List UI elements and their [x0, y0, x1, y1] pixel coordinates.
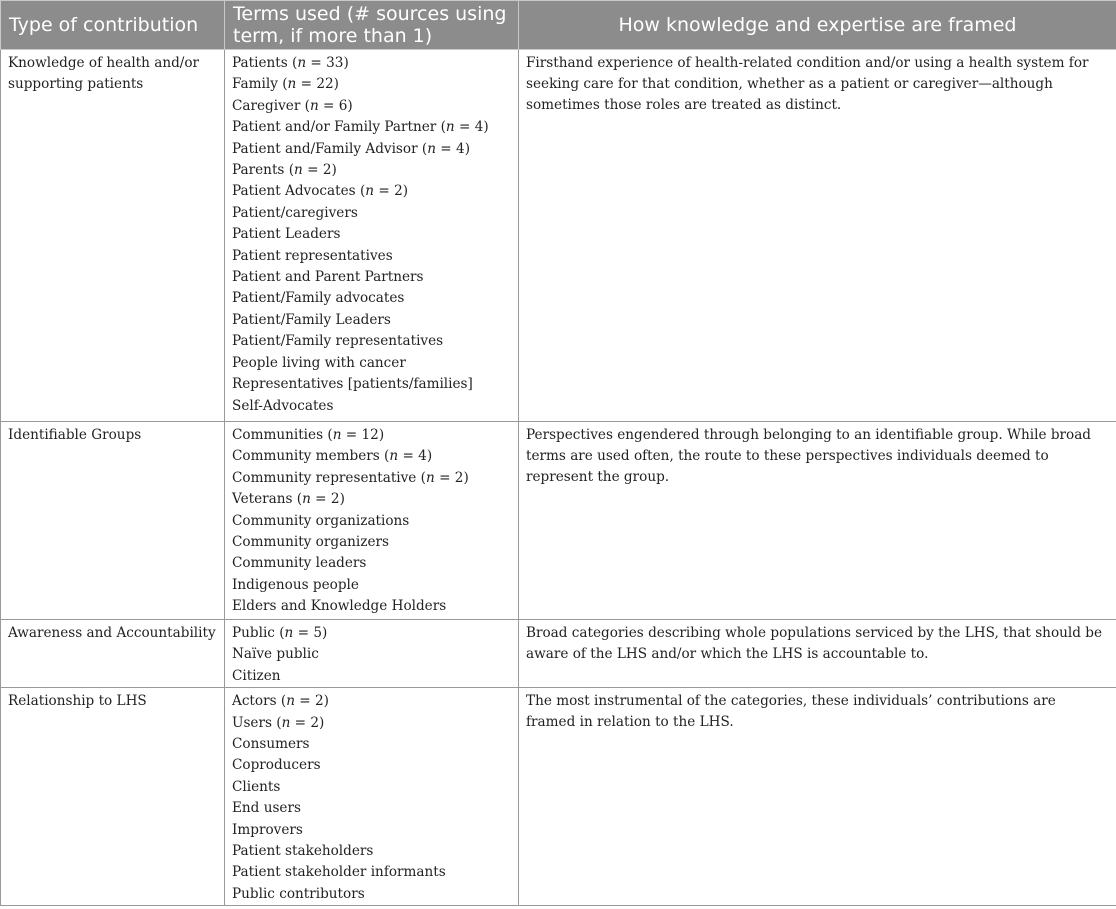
term-item — [232, 331, 511, 352]
term-count: 2 — [454, 469, 464, 486]
term-count: 2 — [330, 491, 340, 508]
term-label: Public — [232, 625, 275, 641]
term-item: Communities (n = 12) — [232, 427, 385, 443]
term-label: Patient Advocates — [232, 183, 356, 200]
term-item — [232, 246, 511, 267]
term-item — [232, 644, 511, 665]
contribution-type-cell: Knowledge of health and/or supporting patients — [1, 50, 225, 422]
term-item: Community members (n = 4) — [232, 448, 433, 465]
term-count: 4 — [474, 119, 484, 136]
term-label: End users — [232, 800, 301, 817]
term-item: Users (n = 2) — [232, 714, 325, 731]
term-item — [232, 862, 511, 883]
term-item — [232, 532, 511, 553]
term-item: Public (n = 5) — [232, 625, 328, 641]
term-label: Improvers — [232, 821, 303, 838]
term-count: 4 — [456, 140, 465, 157]
term-label: Patient/caregivers — [232, 204, 358, 221]
table-row — [1, 620, 1116, 688]
header-knowledge-framing: How knowledge and expertise are framed — [519, 1, 1116, 50]
term-label: Patient/Family representatives — [232, 333, 444, 350]
term-count: 5 — [313, 625, 323, 641]
term-label: Caregiver — [232, 97, 301, 114]
term-label: Patient representatives — [232, 247, 393, 264]
term-item: Patient Advocates (n = 2) — [232, 183, 409, 200]
term-label: Clients — [232, 778, 281, 795]
term-item — [232, 666, 511, 687]
term-label: Actors — [232, 693, 277, 710]
table-row — [1, 422, 1116, 620]
term-label: Patient Leaders — [232, 226, 341, 243]
term-count: 2 — [322, 162, 332, 179]
term-item — [232, 841, 511, 862]
term-label: People living with cancer — [232, 354, 406, 371]
term-item — [232, 267, 511, 288]
term-count: 2 — [315, 693, 324, 710]
term-item — [232, 396, 511, 417]
contribution-type-cell: Relationship to LHS — [1, 688, 225, 906]
term-label: Parents — [232, 162, 285, 179]
term-item — [232, 596, 511, 617]
term-label: Communities — [232, 427, 324, 443]
term-item — [232, 553, 511, 574]
term-label: Patient stakeholders — [232, 843, 374, 860]
term-label: Users — [232, 714, 272, 731]
term-count: 33 — [326, 55, 344, 71]
term-count: 2 — [394, 183, 403, 200]
term-item — [232, 777, 511, 798]
term-item — [232, 575, 511, 596]
term-item — [232, 511, 511, 532]
terms-cell — [225, 422, 519, 620]
term-item — [232, 203, 511, 224]
term-item: Patient and/or Family Partner (n = 4) — [232, 119, 489, 136]
term-item — [232, 798, 511, 819]
term-label: Community organizations — [232, 512, 410, 529]
term-label: Patient/Family Leaders — [232, 311, 391, 328]
term-label: Self-Advocates — [232, 397, 334, 414]
term-label: Patient/Family advocates — [232, 290, 405, 307]
term-label: Community leaders — [232, 555, 367, 572]
term-item — [232, 734, 511, 755]
term-item: Veterans (n = 2) — [232, 491, 345, 508]
framing-description-cell: The most instrumental of the categories, these individuals’ contributions are framed in relation to the LHS. — [519, 688, 1116, 906]
term-count: 6 — [338, 97, 348, 114]
term-label: Family — [232, 76, 278, 93]
term-item — [232, 224, 511, 245]
term-label: Patient and/or Family Partner — [232, 119, 437, 136]
term-count: 4 — [418, 448, 427, 465]
term-item: Caregiver (n = 6) — [232, 97, 353, 114]
term-count: 22 — [316, 76, 334, 93]
term-label: Patients — [232, 55, 288, 71]
term-item — [232, 755, 511, 776]
contribution-type-cell: Awareness and Accountability — [1, 620, 225, 688]
terms-cell — [225, 688, 519, 906]
term-label: Patient and/Family Advisor — [232, 140, 418, 157]
terms-cell — [225, 50, 519, 422]
term-item: Actors (n = 2) — [232, 693, 329, 710]
term-item: Parents (n = 2) — [232, 162, 337, 179]
term-item: Community representative (n = 2) — [232, 469, 469, 486]
framing-description-cell: Firsthand experience of health-related condition and/or using a health system for seeking care for that condition, whether as a patient or caregiver—although sometimes those roles are treated as distinct. — [519, 50, 1116, 422]
term-label: Elders and Knowledge Holders — [232, 598, 447, 615]
term-item — [232, 353, 511, 374]
term-item: Patient and/Family Advisor (n = 4) — [232, 140, 470, 157]
term-label: Indigenous people — [232, 576, 359, 593]
term-item — [232, 374, 511, 395]
term-item — [232, 884, 511, 905]
header-type-of-contribution: Type of contribution — [1, 1, 225, 50]
framing-description-cell: Broad categories describing whole populations serviced by the LHS, that should be aware of the LHS and/or which the LHS is accountable to. — [519, 620, 1116, 688]
header-terms-used: Terms used (# sources using term, if more than 1) — [225, 1, 519, 50]
table-row — [1, 50, 1116, 422]
term-label: Citizen — [232, 667, 281, 684]
terms-cell — [225, 620, 519, 688]
term-item: Family (n = 22) — [232, 76, 339, 93]
term-label: Community representative — [232, 469, 417, 486]
term-item: Patients (n = 33) — [232, 55, 349, 71]
term-label: Community organizers — [232, 534, 389, 551]
term-label: Coproducers — [232, 757, 321, 774]
framing-description-cell: Perspectives engendered through belonging to an identifiable group. While broad terms are used often, the route to these perspectives individuals deemed to represent the group. — [519, 422, 1116, 620]
term-label: Community members — [232, 448, 380, 465]
term-item — [232, 310, 511, 331]
term-label: Naïve public — [232, 646, 319, 663]
term-label: Veterans — [232, 491, 293, 508]
term-label: Representatives [patients/families] — [232, 376, 473, 393]
term-label: Patient and Parent Partners — [232, 269, 424, 286]
term-count: 2 — [310, 714, 320, 731]
term-label: Patient stakeholder informants — [232, 864, 446, 881]
term-item — [232, 820, 511, 841]
term-count: 12 — [361, 427, 379, 443]
contribution-type-cell: Identifiable Groups — [1, 422, 225, 620]
header-row — [1, 1, 1116, 50]
term-item — [232, 288, 511, 309]
term-label: Public contributors — [232, 885, 365, 902]
term-label: Consumers — [232, 736, 310, 753]
table-row — [1, 688, 1116, 906]
